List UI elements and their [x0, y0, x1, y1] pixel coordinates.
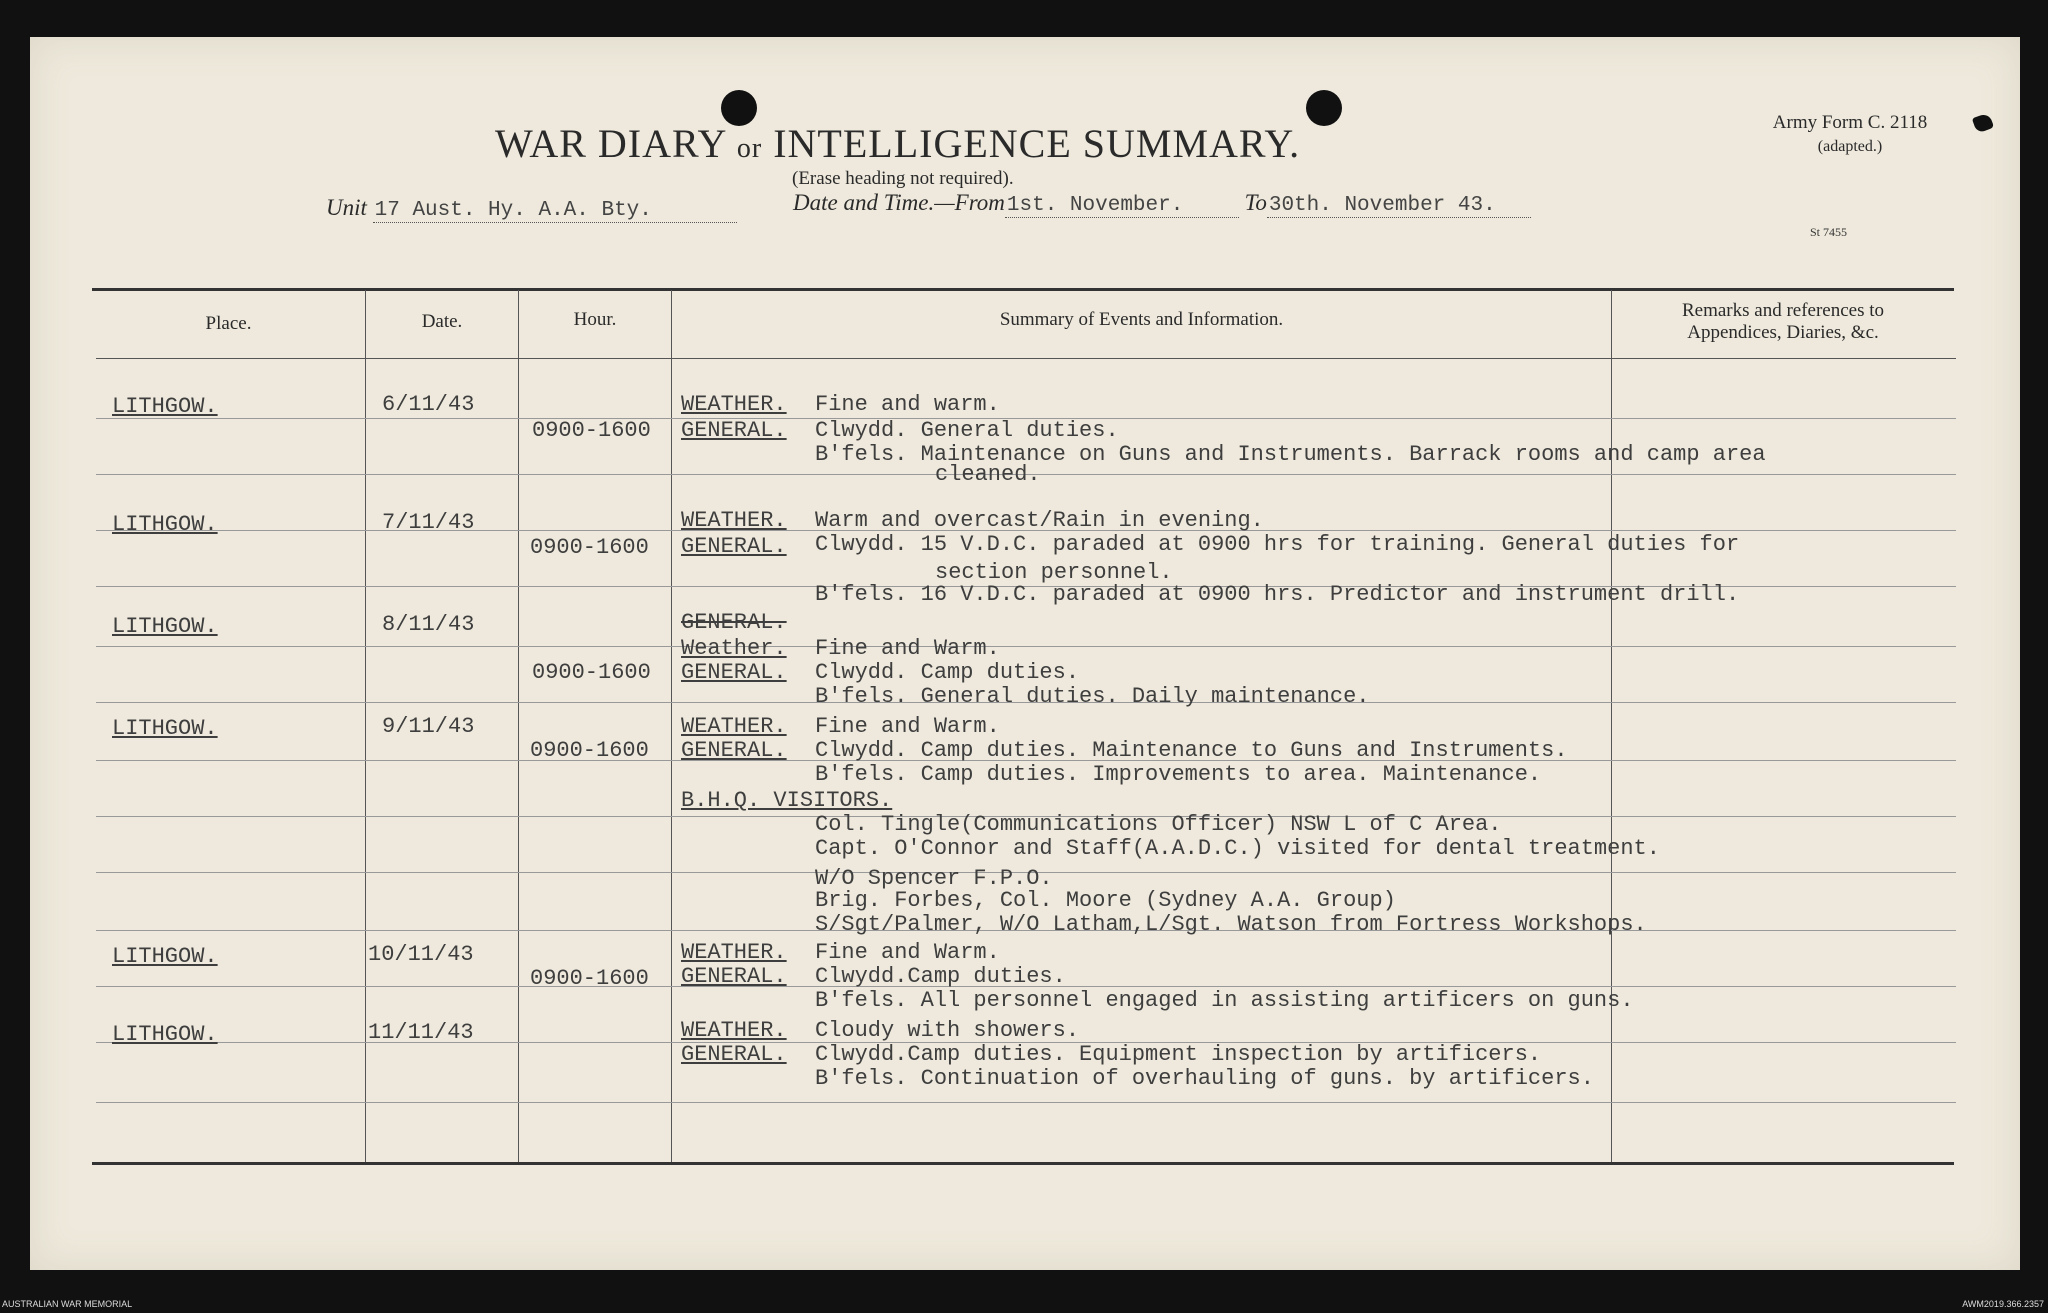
heading-general: GENERAL. — [681, 964, 787, 989]
stock-number: St 7455 — [1810, 225, 1848, 239]
row-rule — [96, 1102, 1956, 1103]
summary-line: Fine and Warm. — [815, 940, 1000, 965]
heading-general: GENERAL. — [681, 534, 787, 559]
date-cell: 9/11/43 — [382, 714, 475, 739]
heading-general-struck: GENERAL. — [681, 610, 787, 635]
summary-line: S/Sgt/Palmer, W/O Latham,L/Sgt. Watson from Fortress Workshops. — [815, 912, 1647, 937]
header-rule — [96, 358, 1956, 359]
summary-line: B'fels. Continuation of overhauling of guns. by artificers. — [815, 1066, 1594, 1091]
unit-value: 17 Aust. Hy. A.A. Bty. — [373, 199, 737, 223]
date-cell: 8/11/43 — [382, 612, 475, 637]
heading-general: GENERAL. — [681, 660, 787, 685]
title-intelligence-summary: INTELLIGENCE SUMMARY. — [773, 121, 1301, 166]
title-or: or — [736, 133, 763, 164]
summary-line: B'fels. 16 V.D.C. paraded at 0900 hrs. Predictor and instrument drill. — [815, 582, 1740, 607]
date-range-field — [793, 190, 1531, 218]
heading-weather: Weather. — [681, 636, 787, 661]
heading-general: GENERAL. — [681, 738, 787, 763]
table-top-rule — [92, 288, 1954, 291]
unit-label: Unit — [326, 195, 367, 220]
torn-corner — [1972, 112, 1994, 133]
hour-cell: 0900-1600 — [532, 660, 651, 685]
col-header-remarks — [1612, 300, 1954, 344]
summary-line: Fine and warm. — [815, 392, 1000, 417]
heading-weather: WEATHER. — [681, 714, 787, 739]
footer-accession: AWM2019.366.2357 — [1962, 1299, 2044, 1309]
summary-line: Brig. Forbes, Col. Moore (Sydney A.A. Group) — [815, 888, 1396, 913]
summary-line: Clwydd.Camp duties. Equipment inspection by artificers. — [815, 1042, 1542, 1067]
place-cell: LITHGOW. — [112, 1022, 218, 1047]
summary-line: Warm and overcast/Rain in evening. — [815, 508, 1264, 533]
summary-line: Fine and Warm. — [815, 636, 1000, 661]
to-label: To — [1244, 190, 1267, 215]
hour-cell: 0900-1600 — [530, 535, 649, 560]
summary-line: section personnel. — [935, 560, 1173, 585]
summary-line: B'fels. General duties. Daily maintenance. — [815, 684, 1370, 709]
army-form-adapted: (adapted.) — [1817, 138, 1883, 155]
summary-line: B'fels. Camp duties. Improvements to area. Maintenance. — [815, 762, 1542, 787]
place-cell: LITHGOW. — [112, 716, 218, 741]
heading-general: GENERAL. — [681, 1042, 787, 1067]
title-war-diary: WAR DIARY — [495, 121, 726, 166]
heading-weather: WEATHER. — [681, 392, 787, 417]
heading-bhq-visitors: B.H.Q. VISITORS. — [681, 788, 893, 813]
punch-hole-right — [1306, 90, 1342, 126]
summary-line: Clwydd.Camp duties. — [815, 964, 1066, 989]
summary-line: Clwydd. 15 V.D.C. paraded at 0900 hrs for training. General duties for — [815, 532, 1740, 557]
date-cell: 11/11/43 — [368, 1020, 474, 1045]
place-cell: LITHGOW. — [112, 944, 218, 969]
heading-weather: WEATHER. — [681, 940, 787, 965]
summary-line: B'fels. Maintenance on Guns and Instruments. Barrack rooms and camp area — [815, 442, 1766, 467]
summary-line: Clwydd. Camp duties. — [815, 660, 1080, 685]
hour-cell: 0900-1600 — [530, 738, 649, 763]
col-header-summary: Summary of Events and Information. — [999, 309, 1284, 330]
col-divider-2 — [518, 290, 519, 1162]
summary-line: B'fels. All personnel engaged in assisting artificers on guns. — [815, 988, 1634, 1013]
place-cell: LITHGOW. — [112, 512, 218, 537]
summary-line: Clwydd. General duties. — [815, 418, 1119, 443]
army-form-label — [1740, 111, 1960, 159]
table-bottom-rule — [92, 1162, 1954, 1165]
place-cell: LITHGOW. — [112, 614, 218, 639]
footer-credit: AUSTRALIAN WAR MEMORIAL — [2, 1299, 133, 1309]
heading-weather: WEATHER. — [681, 1018, 787, 1043]
row-rule — [96, 646, 1956, 647]
col-divider-1 — [365, 290, 366, 1162]
summary-line: Cloudy with showers. — [815, 1018, 1080, 1043]
date-cell: 6/11/43 — [382, 392, 475, 417]
form-subtitle: (Erase heading not required). — [792, 168, 1014, 189]
heading-general: GENERAL. — [681, 418, 787, 443]
col-header-date: Date. — [421, 311, 463, 332]
col-divider-4 — [1611, 290, 1612, 1162]
col-header-hour: Hour. — [573, 309, 617, 330]
heading-weather: WEATHER. — [681, 508, 787, 533]
summary-line: Capt. O'Connor and Staff(A.A.D.C.) visited for dental treatment. — [815, 836, 1660, 861]
army-form-number: Army Form C. 2118 — [1772, 112, 1928, 133]
remarks-header-line-2: Appendices, Diaries, &c. — [1687, 322, 1879, 343]
summary-line: Col. Tingle(Communications Officer) NSW L of C Area. — [815, 812, 1502, 837]
summary-line: W/O Spencer F.P.O. — [815, 866, 1053, 891]
date-cell: 7/11/43 — [382, 510, 475, 535]
place-cell: LITHGOW. — [112, 394, 218, 419]
to-date-value: 30th. November 43. — [1267, 194, 1531, 218]
col-header-place: Place. — [205, 313, 252, 334]
hour-cell: 0900-1600 — [532, 418, 651, 443]
summary-line: Clwydd. Camp duties. Maintenance to Guns and Instruments. — [815, 738, 1568, 763]
date-cell: 10/11/43 — [368, 942, 474, 967]
form-title — [495, 120, 1300, 167]
summary-line: Fine and Warm. — [815, 714, 1000, 739]
remarks-header-line-1: Remarks and references to — [1681, 300, 1885, 321]
date-range-label: Date and Time.—From — [793, 190, 1005, 215]
summary-line: cleaned. — [935, 462, 1041, 487]
hour-cell: 0900-1600 — [530, 966, 649, 991]
unit-field — [326, 195, 737, 223]
from-date-value: 1st. November. — [1005, 194, 1239, 218]
col-divider-3 — [671, 290, 672, 1162]
